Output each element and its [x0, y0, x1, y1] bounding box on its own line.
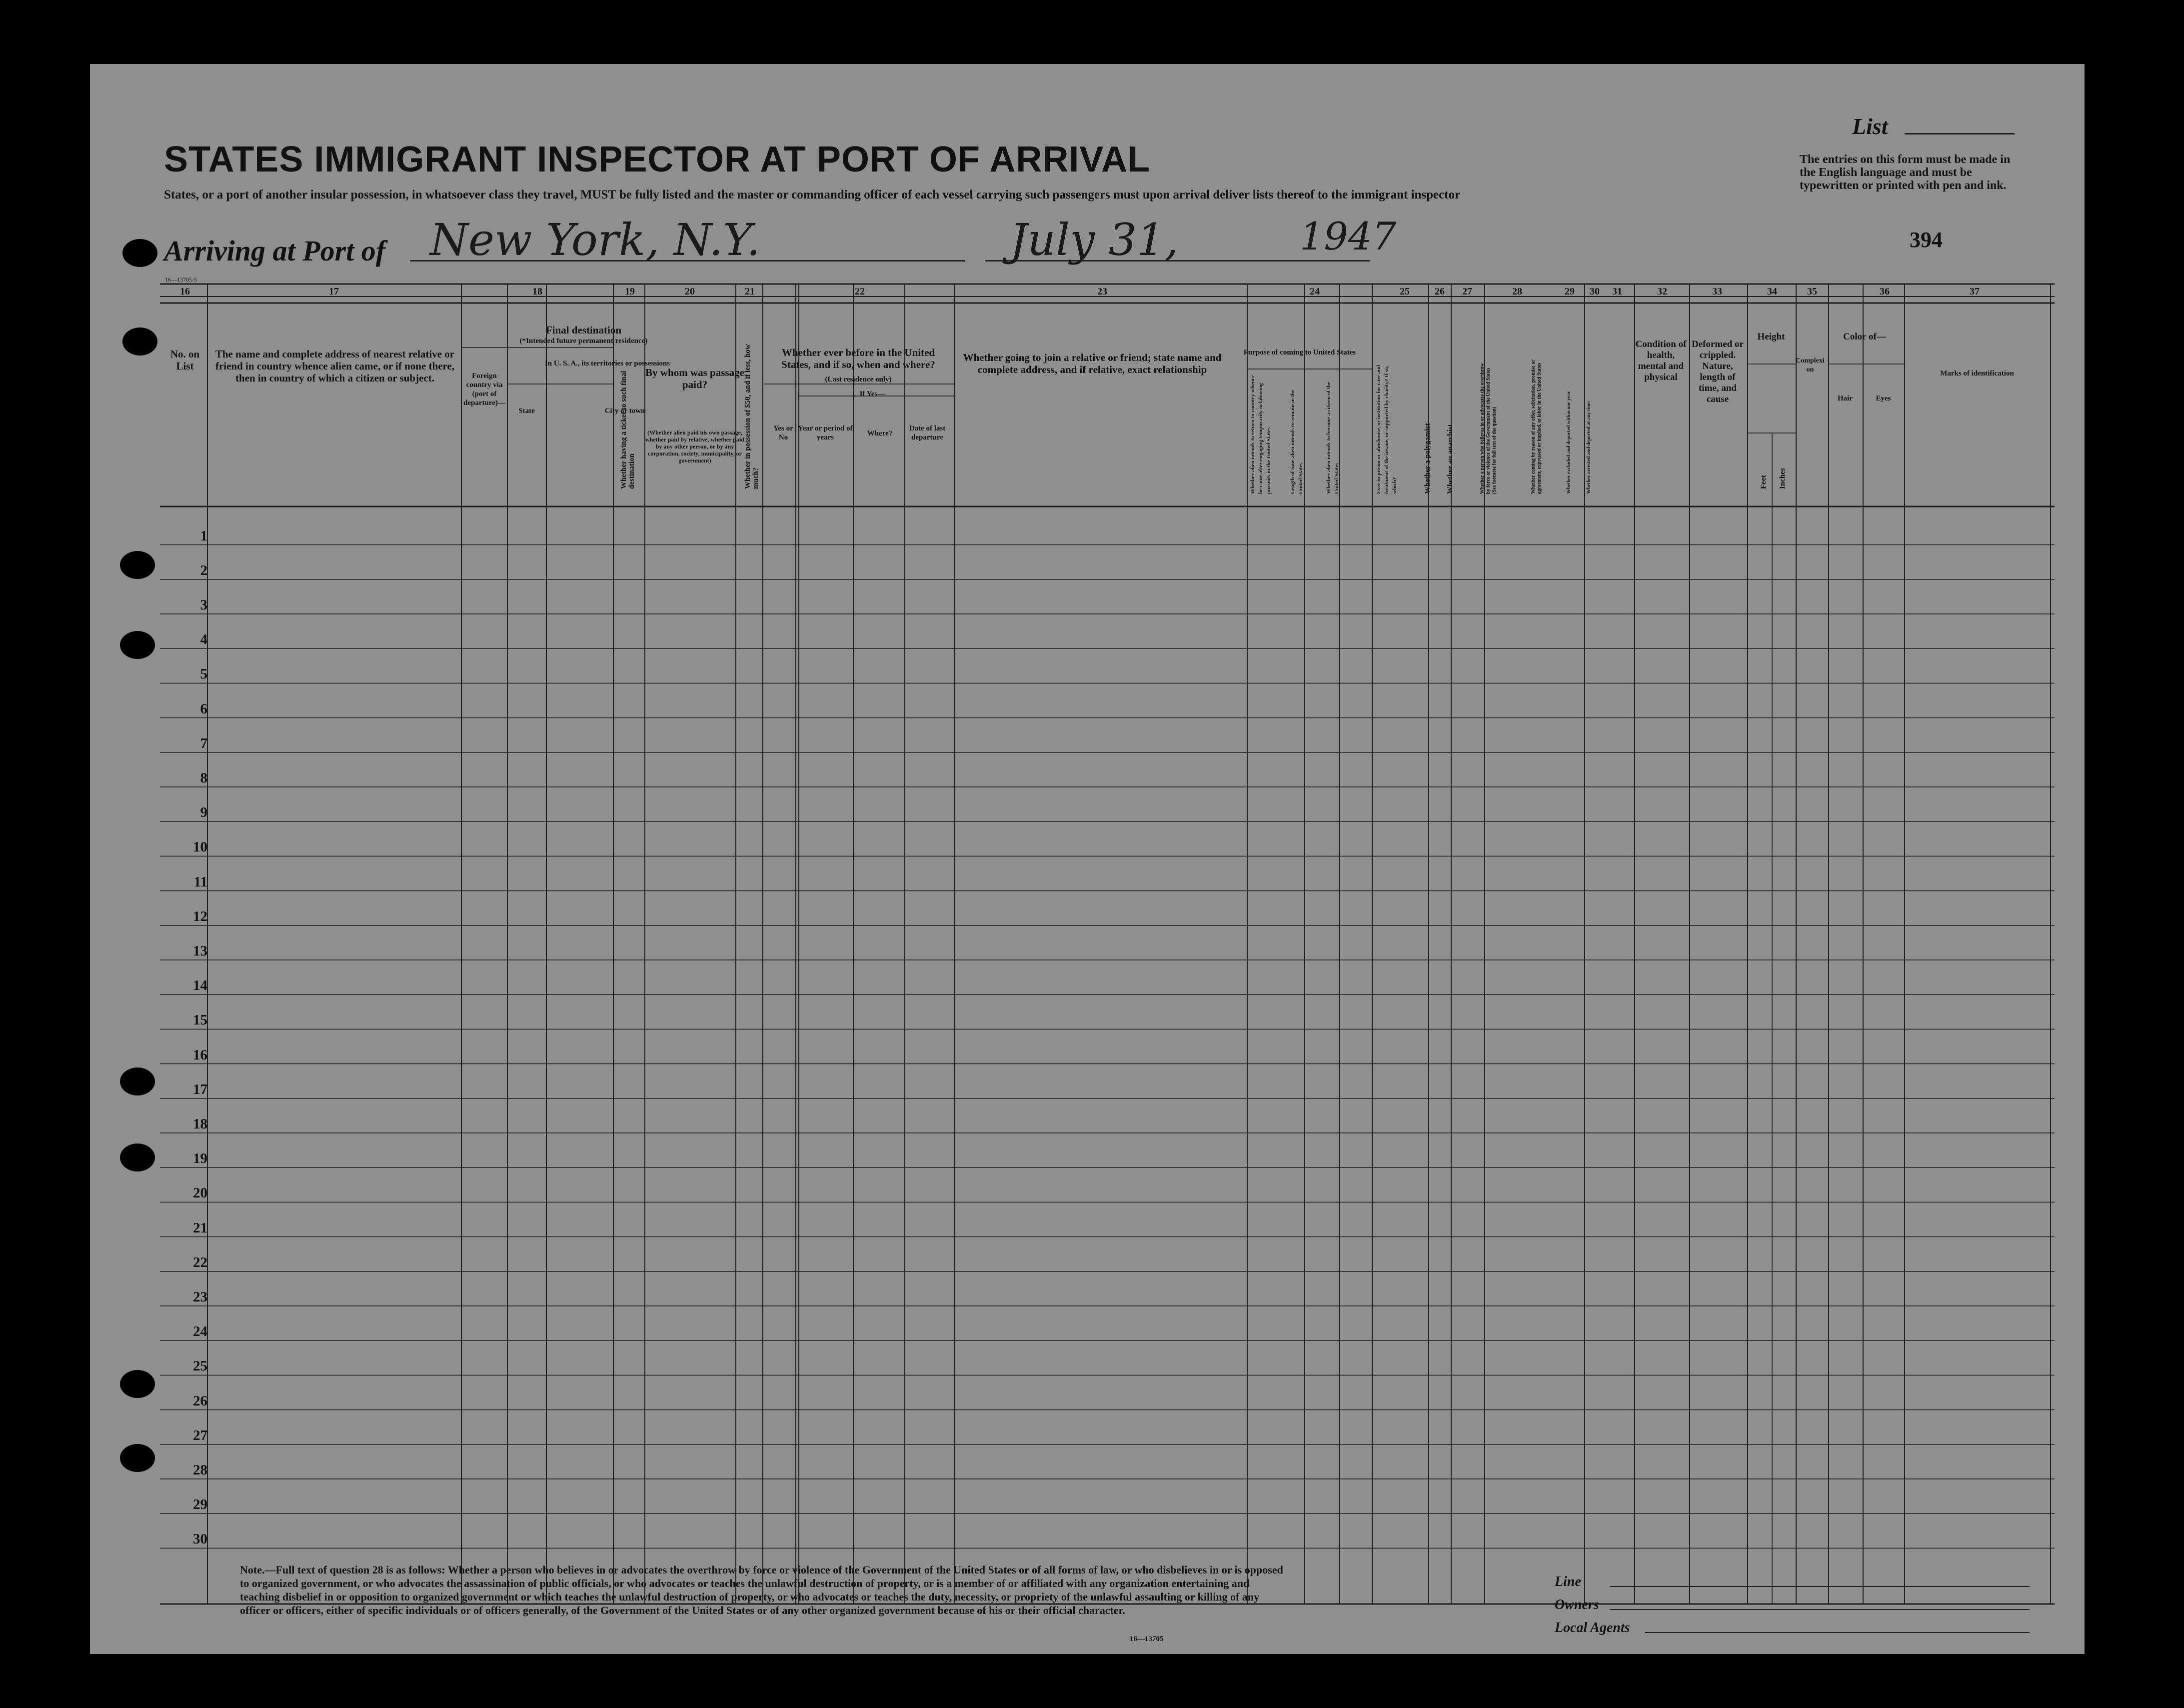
row-number: 7 — [200, 735, 207, 752]
hdr-deformed: Deformed or crippled. Nature, length of time, and cause — [1692, 339, 1744, 404]
column-number: 22 — [855, 286, 865, 297]
column-number: 28 — [1512, 286, 1522, 297]
column-number: 16 — [180, 286, 190, 297]
row-number: 16 — [193, 1046, 207, 1063]
column-number: 17 — [329, 286, 339, 297]
row-number: 5 — [200, 666, 207, 682]
port-handwritten: New York, N.Y. — [430, 214, 761, 266]
hdr-purpose: Purpose of coming to United States — [1243, 348, 1356, 356]
row-number: 26 — [193, 1392, 207, 1409]
row-number: 30 — [193, 1531, 207, 1548]
row-number: 14 — [193, 978, 207, 994]
column-number: 31 — [1612, 286, 1622, 297]
column-number: 19 — [625, 286, 635, 297]
row-number: 12 — [193, 908, 207, 924]
hdr-yes-no: Yes or No — [773, 424, 793, 442]
binder-hole — [120, 551, 155, 579]
row-number: 3 — [200, 596, 207, 613]
manifest-sheet — [90, 64, 2085, 1654]
column-number: 32 — [1657, 286, 1667, 297]
row-number: 29 — [193, 1496, 207, 1513]
row-number: 23 — [193, 1288, 207, 1305]
column-number: 20 — [685, 286, 695, 297]
hdr-polygamist: Whether a polygamist — [1424, 423, 1432, 494]
row-number: 9 — [200, 804, 207, 821]
column-number: 36 — [1880, 286, 1890, 297]
column-number: 24 — [1310, 286, 1320, 297]
hdr-purpose-c: Whether alien intends to become a citizen of the United States — [1326, 382, 1340, 494]
column-number: 30 — [1590, 286, 1600, 297]
form-code: 16—13705-5 — [165, 276, 197, 283]
binder-hole — [120, 631, 155, 659]
arriving-label: Arriving at Port of — [164, 234, 386, 267]
row-number: 21 — [193, 1220, 207, 1236]
hdr-hair: Hair — [1838, 394, 1853, 402]
signature-owners-label: Owners — [1555, 1597, 1599, 1612]
column-number: 18 — [532, 286, 542, 297]
date-handwritten: July 31, — [1010, 214, 1179, 266]
binder-hole — [122, 328, 157, 356]
hdr-foreign-country: Foreign country via (port of departure)— — [463, 372, 505, 407]
hdr-no-on-list: No. on List — [170, 348, 200, 372]
row-number: 27 — [193, 1427, 207, 1444]
binder-hole — [120, 1370, 155, 1398]
binder-hole — [120, 1444, 155, 1472]
hdr-condition: Condition of health, mental and physical — [1635, 339, 1687, 382]
hdr-by-whom-note: (Whether alien paid his own passage, whether paid by relative, whether paid by any other person, or by any corporation, society, municipality, or government) — [645, 429, 744, 464]
binder-hole — [122, 239, 157, 267]
hdr-nearest-relative: The name and complete address of nearest relative or friend in country whence alien came, or if none there, then in country of which a citizen or subject. — [215, 348, 455, 384]
table-grid — [90, 64, 2085, 1654]
row-number: 4 — [200, 632, 207, 648]
form-subtitle: States, or a port of another insular possession, in whatsoever class they travel, MUST be fully listed and the master or commanding officer of each vessel carrying such passengers must upon arrival deliver lists thereof to the immigrant inspector — [164, 188, 1461, 202]
column-number: 37 — [1970, 286, 1980, 297]
row-number: 8 — [200, 770, 207, 786]
row-number: 11 — [193, 874, 207, 890]
column-number: 26 — [1435, 286, 1445, 297]
hdr-year-period: Year or period of years — [798, 424, 853, 442]
row-number: 2 — [200, 562, 207, 578]
binder-hole — [120, 1068, 155, 1096]
hdr-complexion: Complexion — [1796, 357, 1825, 374]
hdr-prison: Ever in prison or almshouse, or institution for care and treatment of the insane, or supported by charity? If so, which? — [1376, 364, 1398, 494]
hdr-marks: Marks of identification — [1940, 370, 2014, 378]
hdr-ever-before-note: (Last residence only) — [825, 376, 892, 384]
hdr-q29: Whether coming by reason of any offer, solicitation, promise or agreement, expressed or implied, to labor in the United States — [1531, 360, 1542, 494]
hdr-q31: Whether arrested and deported at any time — [1586, 401, 1592, 494]
column-number: 33 — [1712, 286, 1722, 297]
signature-agents-rule — [1645, 1632, 2030, 1633]
row-number: 15 — [193, 1012, 207, 1028]
column-number: 27 — [1462, 286, 1472, 297]
hdr-inches: Inches — [1779, 468, 1787, 489]
list-label: List — [1852, 114, 1888, 139]
column-number: 29 — [1565, 286, 1575, 297]
row-number: 18 — [193, 1116, 207, 1132]
hdr-date-last: Date of last departure — [909, 424, 946, 442]
hdr-state: State — [518, 407, 535, 415]
footnote: Note.—Full text of question 28 is as follows: Whether a person who believes in or advocates the overthrow by force or violence of the Government of the United States or of all forms of law, or who disbelieves in or is opposed to organized government, or who advocates the assassination of public officials, or who advocates or teaches the unlawful destruction of property, or is a member of or affiliated with any organization entertaining and teaching disbelief in or opposition to organized government or which teaches the unlawful destruction of property, or who advocates or teaches the duty, necessity, or propriety of the unlawful assaulting or killing of any officer or officers, either of specific individuals or of officers generally, of the Government of the United States or of any other organized government because of his or their official character. — [240, 1564, 1283, 1616]
column-number: 23 — [1097, 286, 1107, 297]
column-number: 25 — [1400, 286, 1410, 297]
hdr-if-yes: If Yes— — [859, 390, 885, 398]
hdr-join-relative: Whether going to join a relative or friend; state name and complete address, and if relative, exact relationship — [963, 352, 1222, 376]
signature-agents-label: Local Agents — [1555, 1620, 1630, 1636]
hdr-q28: Whether a person who believes in or advocates the overthrow by force or violence of the Government of the United States (See footnote for full text of the question) — [1480, 363, 1497, 494]
hdr-city: City or town — [604, 407, 645, 415]
column-number: 35 — [1807, 286, 1817, 297]
year-handwritten: 1947 — [1300, 214, 1397, 258]
column-number: 21 — [745, 286, 755, 297]
row-number: 19 — [193, 1150, 207, 1167]
binder-hole — [120, 1144, 155, 1172]
form-instructions: The entries on this form must be made in the English language and must be typewritten or printed with pen and ink. — [1800, 153, 2011, 192]
row-number: 13 — [193, 942, 207, 959]
hdr-where: Where? — [867, 430, 893, 438]
footnote-code: 16—13705 — [1130, 1635, 1164, 1643]
hdr-color-of: Color of— — [1843, 332, 1886, 342]
row-number: 28 — [193, 1462, 207, 1478]
hdr-feet: Feet — [1760, 475, 1768, 489]
signature-owners-rule — [1610, 1609, 2030, 1610]
row-number: 10 — [193, 839, 207, 856]
form-title: STATES IMMIGRANT INSPECTOR AT PORT OF ARRIVAL — [164, 140, 1150, 180]
hdr-anarchist: Whether an anarchist — [1446, 424, 1454, 494]
row-number: 17 — [193, 1081, 207, 1098]
hdr-final-destination-note: (*Intended future permanent residence) — [519, 337, 648, 345]
row-number: 6 — [200, 700, 207, 717]
hdr-ever-before: Whether ever before in the United States, and if so, when and where? — [781, 346, 935, 370]
hdr-q30: Whether excluded and deported within one year — [1566, 391, 1572, 494]
hdr-possession-50: Whether in possession of $50, and if less, how much? — [744, 344, 760, 489]
hdr-final-destination: Final destination — [545, 324, 622, 336]
row-number: 20 — [193, 1185, 207, 1202]
signature-line-rule — [1610, 1586, 2030, 1587]
column-number: 34 — [1767, 286, 1777, 297]
hdr-ticket: Whether having a ticket to such final destination — [620, 370, 636, 489]
hdr-height: Height — [1757, 332, 1785, 342]
hdr-by-whom: By whom was passage paid? — [645, 366, 744, 390]
hdr-purpose-b: Length of time alien intends to remain in the United States — [1290, 390, 1304, 494]
sheet-number: 394 — [1910, 228, 1943, 252]
signature-line-label: Line — [1555, 1574, 1581, 1590]
row-number: 24 — [193, 1324, 207, 1340]
hdr-purpose-a: Whether alien intends to return to country whence he came after engaging temporarily in laboring pursuits in the United States — [1250, 375, 1272, 494]
row-number: 1 — [200, 528, 207, 544]
hdr-eyes: Eyes — [1876, 394, 1891, 402]
row-number: 25 — [193, 1358, 207, 1374]
hdr-in-usa: In U. S. A., its territories or possessions — [544, 360, 670, 368]
row-number: 22 — [193, 1254, 207, 1270]
